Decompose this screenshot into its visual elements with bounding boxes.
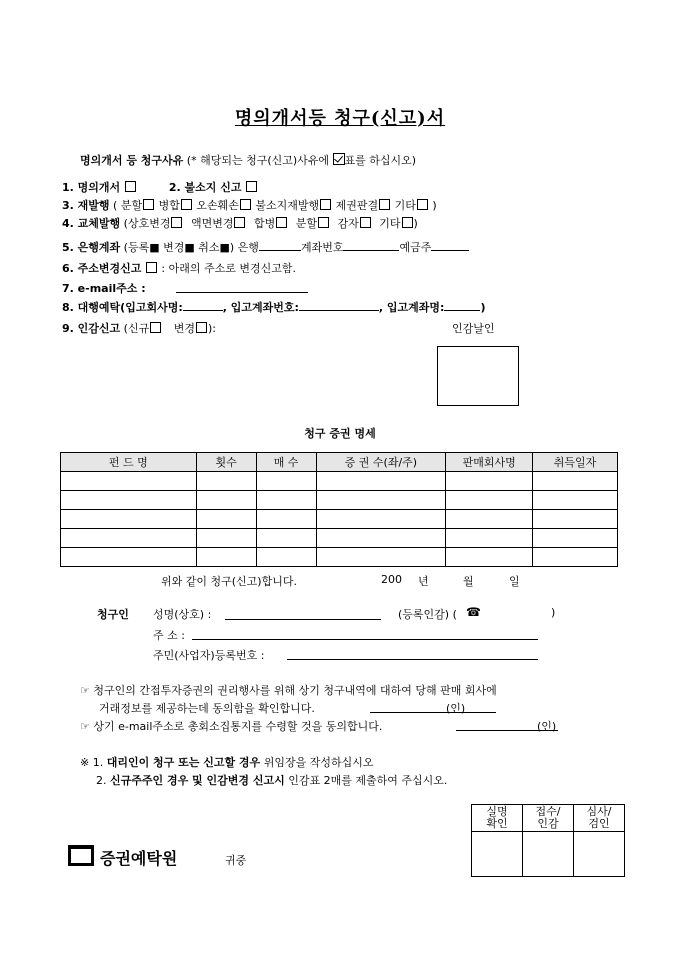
table-cell[interactable] — [256, 472, 316, 491]
checkbox-split[interactable] — [143, 199, 154, 210]
account-no-field[interactable] — [343, 250, 399, 251]
opt-split-4: 분할 — [295, 217, 318, 230]
opt-other: 기타 — [394, 199, 416, 212]
table-cell[interactable] — [196, 529, 256, 548]
item-reissue: 3. 재발행 — [62, 199, 110, 212]
checkbox-non-possession-reissue[interactable] — [320, 199, 331, 210]
table-cell[interactable] — [61, 548, 197, 567]
opt-par-change: 액면변경 — [190, 217, 234, 230]
table-header-row — [61, 453, 618, 472]
date-statement: 위와 같이 청구(신고)합니다. — [161, 575, 297, 588]
item-email: 7. e-mail주소 : — [62, 282, 146, 295]
table-cell[interactable] — [533, 510, 618, 529]
table-cell[interactable] — [446, 491, 533, 510]
col-sales-company: 판매회사명 — [446, 453, 533, 472]
deposit-company-field[interactable] — [183, 310, 223, 311]
note-2-rest: 인감표 2매를 제출하여 주십시오. — [288, 774, 448, 787]
table-cell[interactable] — [196, 548, 256, 567]
table-cell[interactable] — [533, 548, 618, 567]
table-cell[interactable] — [446, 548, 533, 567]
item-8 — [62, 299, 485, 315]
address-change-desc: : 아래의 주소로 변경신고함. — [161, 262, 296, 275]
checkbox-damaged[interactable] — [240, 199, 251, 210]
item-seal-report: 9. 인감신고 — [62, 322, 121, 335]
note-1-rest: 위임장을 작성하십시오 — [263, 756, 374, 769]
table-cell[interactable] — [61, 529, 197, 548]
deposit-account-no-label: , 입고계좌번호: — [222, 301, 299, 314]
org-suffix: 귀중 — [225, 854, 247, 867]
item-replacement: 4. 교체발행 — [62, 217, 121, 230]
phone-icon: ☎ — [466, 605, 481, 619]
table-cell[interactable] — [61, 472, 197, 491]
checkbox-merger[interactable] — [276, 217, 287, 228]
table-cell[interactable] — [256, 510, 316, 529]
address-field[interactable] — [192, 639, 538, 640]
table-cell[interactable] — [316, 472, 446, 491]
opt-seal-change: 변경 — [173, 322, 195, 335]
checkbox-other[interactable] — [417, 199, 428, 210]
consent-1-seal: (인) — [446, 702, 466, 715]
checkbox-name-change[interactable] — [171, 217, 182, 228]
consent-1-line-1: ☞ 청구인의 간접투자증권의 권리행사를 위해 상기 청구내역에 대하여 당해 판매 회사에 — [80, 684, 497, 697]
opt-name-change: (상호변경 — [123, 217, 171, 230]
opt-close-4: ) — [413, 217, 418, 230]
checkbox-address-change[interactable] — [146, 262, 157, 273]
regno-label: 주민(사업자)등록번호 : — [153, 649, 265, 662]
opt-seal-close: ): — [207, 322, 216, 335]
item-1-2 — [62, 179, 258, 195]
checked-box-icon — [333, 153, 345, 165]
seal-box[interactable] — [437, 346, 519, 406]
checkbox-par-change[interactable] — [234, 217, 245, 228]
table-cell[interactable] — [316, 548, 446, 567]
check-review: 심사/ 검인 — [574, 805, 625, 832]
check-sign-row — [472, 832, 625, 877]
table-cell[interactable] — [446, 529, 533, 548]
deposit-account-no-field[interactable] — [299, 310, 379, 311]
item-non-possession: 2. 불소지 신고 — [168, 181, 242, 194]
checkbox-non-possession[interactable] — [246, 181, 257, 192]
table-cell[interactable] — [316, 529, 446, 548]
checkbox-merge[interactable] — [181, 199, 192, 210]
opt-close: ) — [428, 199, 437, 212]
note-2 — [96, 772, 447, 788]
check-header-row — [472, 805, 625, 832]
note-2-bold: 신규주주인 경우 및 인감변경 신고시 — [110, 774, 285, 787]
reason-hint-post: 표를 하십시오) — [344, 154, 417, 167]
table-cell[interactable] — [196, 491, 256, 510]
depositor-field[interactable] — [431, 250, 469, 251]
email-field[interactable] — [176, 292, 308, 293]
consent-1-line-2: 거래정보를 제공하는데 동의함을 확인합니다. — [99, 702, 315, 715]
date-month-label: 월 — [463, 575, 474, 588]
check-identity-cell[interactable] — [472, 832, 523, 877]
table-cell[interactable] — [61, 491, 197, 510]
consent-1-sign-line[interactable] — [370, 712, 496, 713]
account-no-label: 계좌번호 — [300, 241, 344, 254]
opt-other-4: 기타 — [379, 217, 401, 230]
table-cell[interactable] — [196, 510, 256, 529]
page-title: 명의개서등 청구(신고)서 — [234, 108, 446, 129]
check-receipt-cell[interactable] — [523, 832, 574, 877]
check-receipt: 접수/ 인감 — [523, 805, 574, 832]
opt-split: ( 분할 — [113, 199, 143, 212]
checkbox-new-seal[interactable] — [150, 322, 161, 333]
item-name-transfer: 1. 명의개서 — [62, 181, 121, 194]
opt-damaged: 오손훼손 — [196, 199, 239, 212]
phone-close: ) — [551, 606, 556, 619]
org-name: 증권예탁원 — [100, 849, 178, 868]
col-acquired-date: 취득일자 — [533, 453, 618, 472]
org-logo-icon — [68, 845, 94, 866]
claimant-label: 청구인 — [97, 608, 129, 621]
table-row — [61, 529, 618, 548]
check-identity: 실명 확인 — [472, 805, 523, 832]
registered-seal-label: (등록인감) ( — [398, 608, 457, 621]
table-cell[interactable] — [446, 510, 533, 529]
table-cell[interactable] — [316, 491, 446, 510]
checkbox-split-4[interactable] — [318, 217, 329, 228]
checkbox-name-transfer[interactable] — [125, 181, 136, 192]
depositor-label: 예금주 — [399, 241, 432, 254]
table-cell[interactable] — [446, 472, 533, 491]
regno-field[interactable] — [287, 659, 538, 660]
opt-judgment: 제권판결 — [335, 199, 379, 212]
table-row — [61, 510, 618, 529]
deposit-account-name-field[interactable] — [444, 310, 480, 311]
col-count: 횟수 — [196, 453, 256, 472]
table-cell[interactable] — [196, 472, 256, 491]
deposit-account-name-label: , 입고계좌명: — [378, 301, 445, 314]
claimant-name-label: 성명(상호) : — [153, 608, 212, 621]
claims-table — [60, 452, 618, 567]
seal-label: 인감날인 — [452, 322, 495, 335]
consent-2: ☞ 상기 e-mail주소로 총회소집통지를 수령할 것을 동의합니다. — [80, 720, 383, 733]
note-1-prefix: ※ 1. — [80, 756, 104, 769]
col-sheets: 매 수 — [256, 453, 316, 472]
item-7 — [62, 280, 146, 296]
deposit-close: ) — [480, 301, 486, 314]
reason-hint-pre: (* 해당되는 청구(신고)사유에 — [186, 154, 333, 167]
item-4 — [62, 215, 418, 231]
checkbox-seal-change[interactable] — [196, 322, 207, 333]
item-address-change: 6. 주소변경신고 — [62, 262, 142, 275]
checkbox-reduction[interactable] — [360, 217, 371, 228]
item-6 — [62, 260, 296, 276]
consent-2-seal: (인) — [537, 720, 557, 733]
claimant-name-field[interactable] — [225, 619, 381, 620]
col-units: 증 권 수(좌/주) — [316, 453, 446, 472]
table-cell[interactable] — [533, 529, 618, 548]
item-proxy-deposit: 8. 대행예탁(입고회사명: — [62, 301, 183, 314]
note-1-bold: 대리인이 청구 또는 신고할 경우 — [106, 756, 261, 769]
table-cell[interactable] — [533, 491, 618, 510]
table-row — [61, 472, 618, 491]
note-2-prefix: 2. — [96, 774, 107, 787]
org-logo — [68, 845, 177, 869]
table-cell[interactable] — [256, 548, 316, 567]
checkbox-judgment[interactable] — [379, 199, 390, 210]
table-cell[interactable] — [256, 491, 316, 510]
opt-non-possession-reissue: 불소지재발행 — [255, 199, 320, 212]
note-1 — [80, 754, 373, 770]
checkbox-other-4[interactable] — [402, 217, 413, 228]
table-row — [61, 548, 618, 567]
bank-field[interactable] — [259, 250, 301, 251]
col-fund-name: 펀 드 명 — [61, 453, 197, 472]
table-cell[interactable] — [316, 510, 446, 529]
item-5 — [62, 239, 469, 255]
table-row — [61, 491, 618, 510]
table-cell[interactable] — [61, 510, 197, 529]
item-3 — [62, 197, 437, 213]
table-cell[interactable] — [533, 472, 618, 491]
date-year-label: 년 — [418, 575, 429, 588]
item-bank-account: 5. 은행계좌 — [62, 241, 121, 254]
table-caption: 청구 증권 명세 — [304, 427, 376, 440]
opt-reduction: 감자 — [337, 217, 359, 230]
reason-label: 명의개서 등 청구사유 — [80, 154, 184, 167]
opt-merge: 병합 — [158, 199, 180, 212]
opt-new-seal: (신규 — [123, 322, 150, 335]
opt-merger: 합병 — [253, 217, 276, 230]
check-review-cell[interactable] — [574, 832, 625, 877]
bank-label: (등록■ 변경■ 취소■) 은행 — [123, 241, 259, 254]
table-cell[interactable] — [256, 529, 316, 548]
reason-line — [80, 152, 416, 168]
date-year-prefix: 200 — [381, 573, 402, 586]
date-day-label: 일 — [509, 575, 520, 588]
review-check-table — [471, 804, 625, 877]
item-9 — [62, 320, 216, 336]
address-label: 주 소 : — [153, 629, 185, 642]
